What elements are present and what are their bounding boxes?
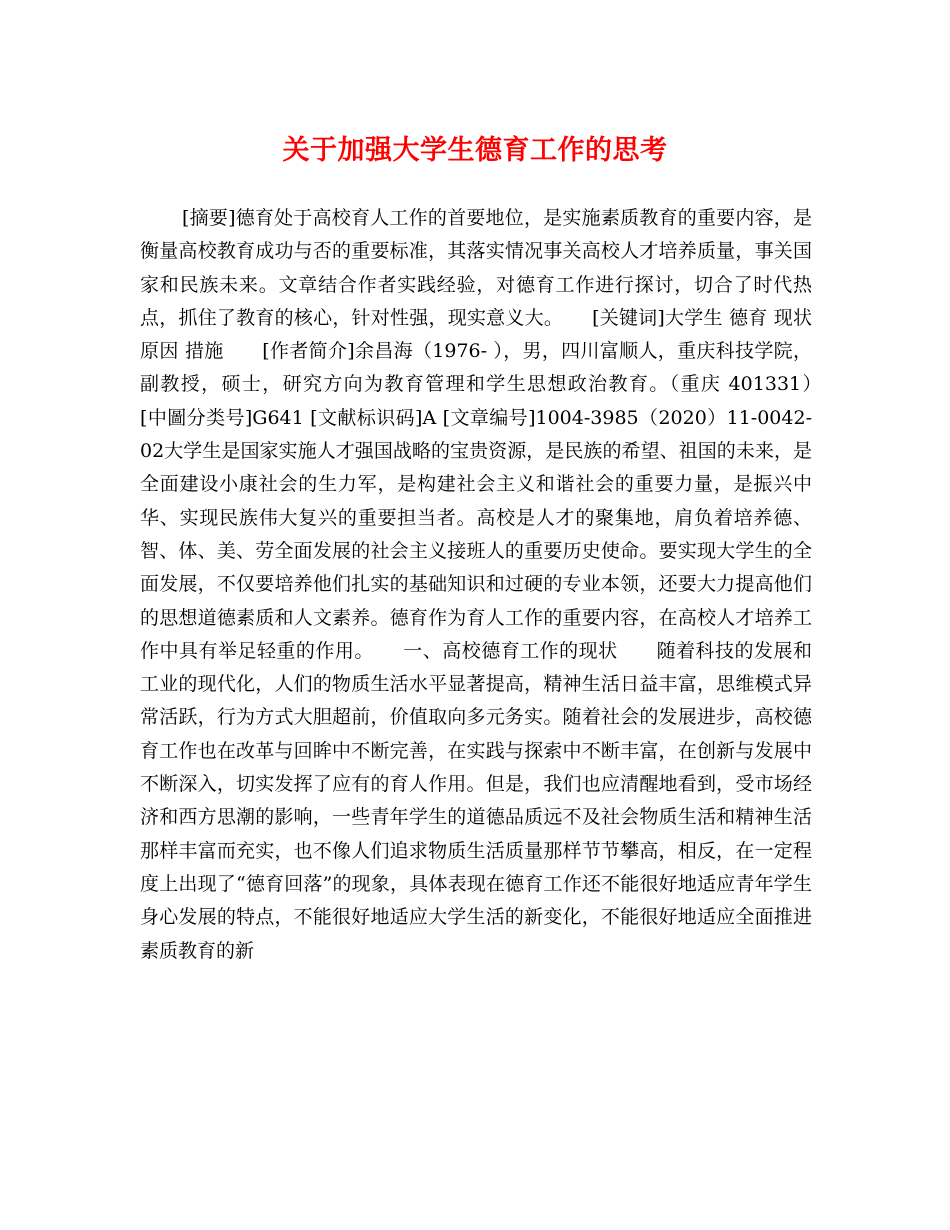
body-paragraph-text: [摘要]德育处于高校育人工作的首要地位，是实施素质教育的重要内容，是衡量高校教育成功与否的重要标准，其落实情况事关高校人才培养质量，事关国家和民族未来。文章结合作者实践经验，对德育工作进行探讨，切合了时代热点，抓住了教育的核心，针对性强，现实意义大。 [关键词]大学生 德育 现状 原因 措施 [作者简介]余昌海（1976- ），男，四川富顺人，重庆科技学院，副教授，硕士，研究方向为教育管理和学生思想政治教育。（重庆 401331） [中圖分类号]G641 [文献标识码]A [文章编号]1004-3985（2020）11-0042-02大学生是国家实施人才强国战略的宝贵资源，是民族的希望、祖国的未来，是全面建设小康社会的生力军，是构建社会主义和谐社会的重要力量，是振兴中华、实现民族伟大复兴的重要担当者。高校是人才的聚集地，肩负着培养德、智、体、美、劳全面发展的社会主义接班人的重要历史使命。要实现大学生的全面发展，不仅要培养他们扎实的基础知识和过硬的专业本领，还要大力提高他们的思想道德素质和人文素养。德育作为育人工作的重要内容，在高校人才培养工作中具有举足轻重的作用。 一、高校德育工作的现状 随着科技的发展和工业的现代化，人们的物质生活水平显著提高，精神生活日益丰富，思维模式异常活跃，行为方式大胆超前，价值取向多元务实。随着社会的发展进步，高校德育工作也在改革与回眸中不断完善，在实践与探索中不断丰富，在创新与发展中不断深入，切实发挥了应有的育人作用。但是，我们也应清醒地看到，受市场经济和西方思潮的影响，一些青年学生的道德品质远不及社会物质生活和精神生活那样丰富而充实，也不像人们追求物质生活质量那样节节攀高，相反，在一定程度上出现了“德育回落”的现象，具体表现在德育工作还不能很好地适应青年学生身心发展的特点，不能很好地适应大学生活的新变化，不能很好地适应全面推进素质教育的新 <box>140 207 851 962</box>
document-body <box>140 202 851 968</box>
document-title: 关于加强大学生德育工作的思考 <box>282 135 668 166</box>
